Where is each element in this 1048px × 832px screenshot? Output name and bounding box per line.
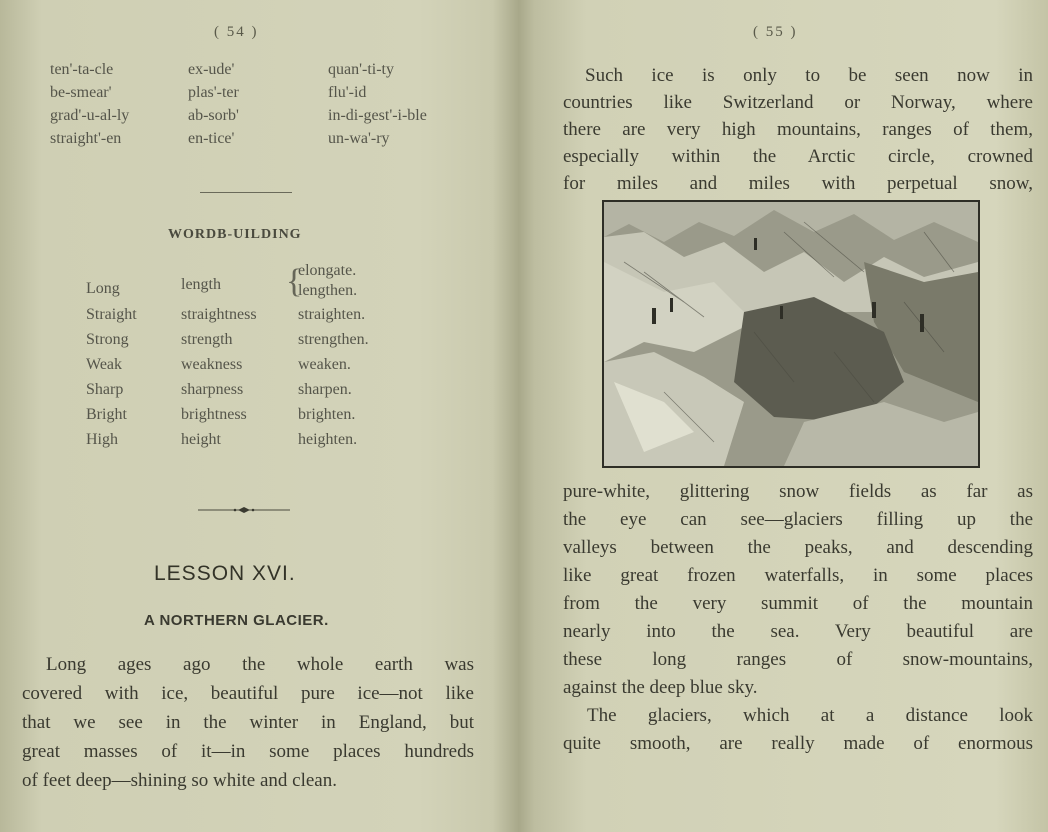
text-line: of feet deep—shining so white and clean.: [22, 770, 337, 791]
paragraph-top: [563, 62, 1033, 197]
hyphenated-word: en-tice': [188, 130, 235, 147]
adjective: Long: [86, 280, 120, 297]
verb: brighten.: [298, 406, 356, 423]
noun: straightness: [181, 306, 257, 323]
noun: weakness: [181, 356, 243, 373]
word-building-row: [86, 262, 416, 306]
adjective: Weak: [86, 356, 123, 373]
word-building-title: WORDB-UILDING: [168, 227, 302, 242]
word-building-row: [86, 331, 416, 356]
verb: lengthen.: [298, 282, 358, 299]
lesson-subtitle: A NORTHERN GLACIER.: [144, 612, 329, 629]
verb: straighten.: [298, 306, 366, 323]
text-line: valleys between the peaks, and descending: [563, 537, 1033, 558]
text-line: against the deep blue sky.: [563, 677, 758, 698]
glacier-engraving: [604, 202, 978, 466]
noun: length: [181, 276, 221, 293]
noun: height: [181, 431, 221, 448]
hyphenated-word: ab-sorb': [188, 107, 239, 124]
word-building-row: [86, 356, 416, 381]
adjective: Sharp: [86, 381, 124, 398]
hyphenated-word: quan'-ti-ty: [328, 61, 394, 78]
word-building-row: [86, 431, 416, 456]
text-line: that we see in the winter in England, but: [22, 712, 474, 733]
verb: elongate.: [298, 262, 357, 279]
lesson-body: [22, 650, 474, 795]
hyphenation-column: [188, 58, 239, 150]
hyphenation-column: [50, 58, 129, 150]
verb: strengthen.: [298, 331, 369, 348]
word-building-row: [86, 381, 416, 406]
noun: strength: [181, 331, 233, 348]
hyphenated-word: in-di-gest'-i-ble: [328, 107, 427, 124]
text-line: from the very summit of the mountain: [563, 593, 1033, 614]
hyphenated-word: ex-ude': [188, 61, 235, 78]
text-line: nearly into the sea. Very beautiful are: [563, 621, 1033, 642]
word-building-table: [86, 262, 416, 456]
section-divider: [200, 192, 292, 193]
hyphenated-word: un-wa'-ry: [328, 130, 390, 147]
noun: brightness: [181, 406, 247, 423]
verb: weaken.: [298, 356, 351, 373]
text-line: Long ages ago the whole earth was: [46, 654, 474, 675]
text-line: great masses of it—in some places hundreds: [22, 741, 474, 762]
text-line: especially within the Arctic circle, crowned: [563, 146, 1033, 167]
hyphenation-column: [328, 58, 427, 150]
text-line: pure-white, glittering snow fields as far as: [563, 481, 1033, 502]
page-number: ( 54 ): [214, 24, 259, 40]
ornament-divider: [198, 505, 290, 515]
hyphenated-word: plas'-ter: [188, 84, 239, 101]
text-line: covered with ice, beautiful pure ice—not like: [22, 683, 474, 704]
verb: sharpen.: [298, 381, 352, 398]
paragraph-bottom: [563, 478, 1033, 758]
hyphenated-word: be-smear': [50, 84, 112, 101]
left-page: [0, 0, 515, 832]
text-line: Such ice is only to be seen now in: [585, 65, 1033, 86]
right-page: [515, 0, 1048, 832]
glacier-illustration: [602, 200, 980, 468]
text-line: countries like Switzerland or Norway, where: [563, 92, 1033, 113]
verb: heighten.: [298, 431, 358, 448]
adjective: Strong: [86, 331, 129, 348]
text-line: like great frozen waterfalls, in some places: [563, 565, 1033, 586]
text-line: for miles and miles with perpetual snow,: [563, 173, 1033, 194]
text-line: The glaciers, which at a distance look: [587, 705, 1033, 726]
adjective: Bright: [86, 406, 127, 423]
text-line: the eye can see—glaciers filling up the: [563, 509, 1033, 530]
hyphenated-word: ten'-ta-cle: [50, 61, 114, 78]
hyphenated-word: flu'-id: [328, 84, 367, 101]
word-building-row: [86, 406, 416, 431]
lesson-title: LESSON XVI.: [154, 562, 296, 585]
brace-glyph: {: [286, 263, 303, 300]
adjective: Straight: [86, 306, 137, 323]
text-line: quite smooth, are really made of enormous: [563, 733, 1033, 754]
noun: sharpness: [181, 381, 244, 398]
text-line: these long ranges of snow-mountains,: [563, 649, 1033, 670]
hyphenated-word: grad'-u-al-ly: [50, 107, 130, 124]
adjective: High: [86, 431, 118, 448]
page-number: ( 55 ): [753, 24, 798, 40]
text-line: there are very high mountains, ranges of them,: [563, 119, 1033, 140]
hyphenated-word: straight'-en: [50, 130, 122, 147]
word-building-row: [86, 306, 416, 331]
